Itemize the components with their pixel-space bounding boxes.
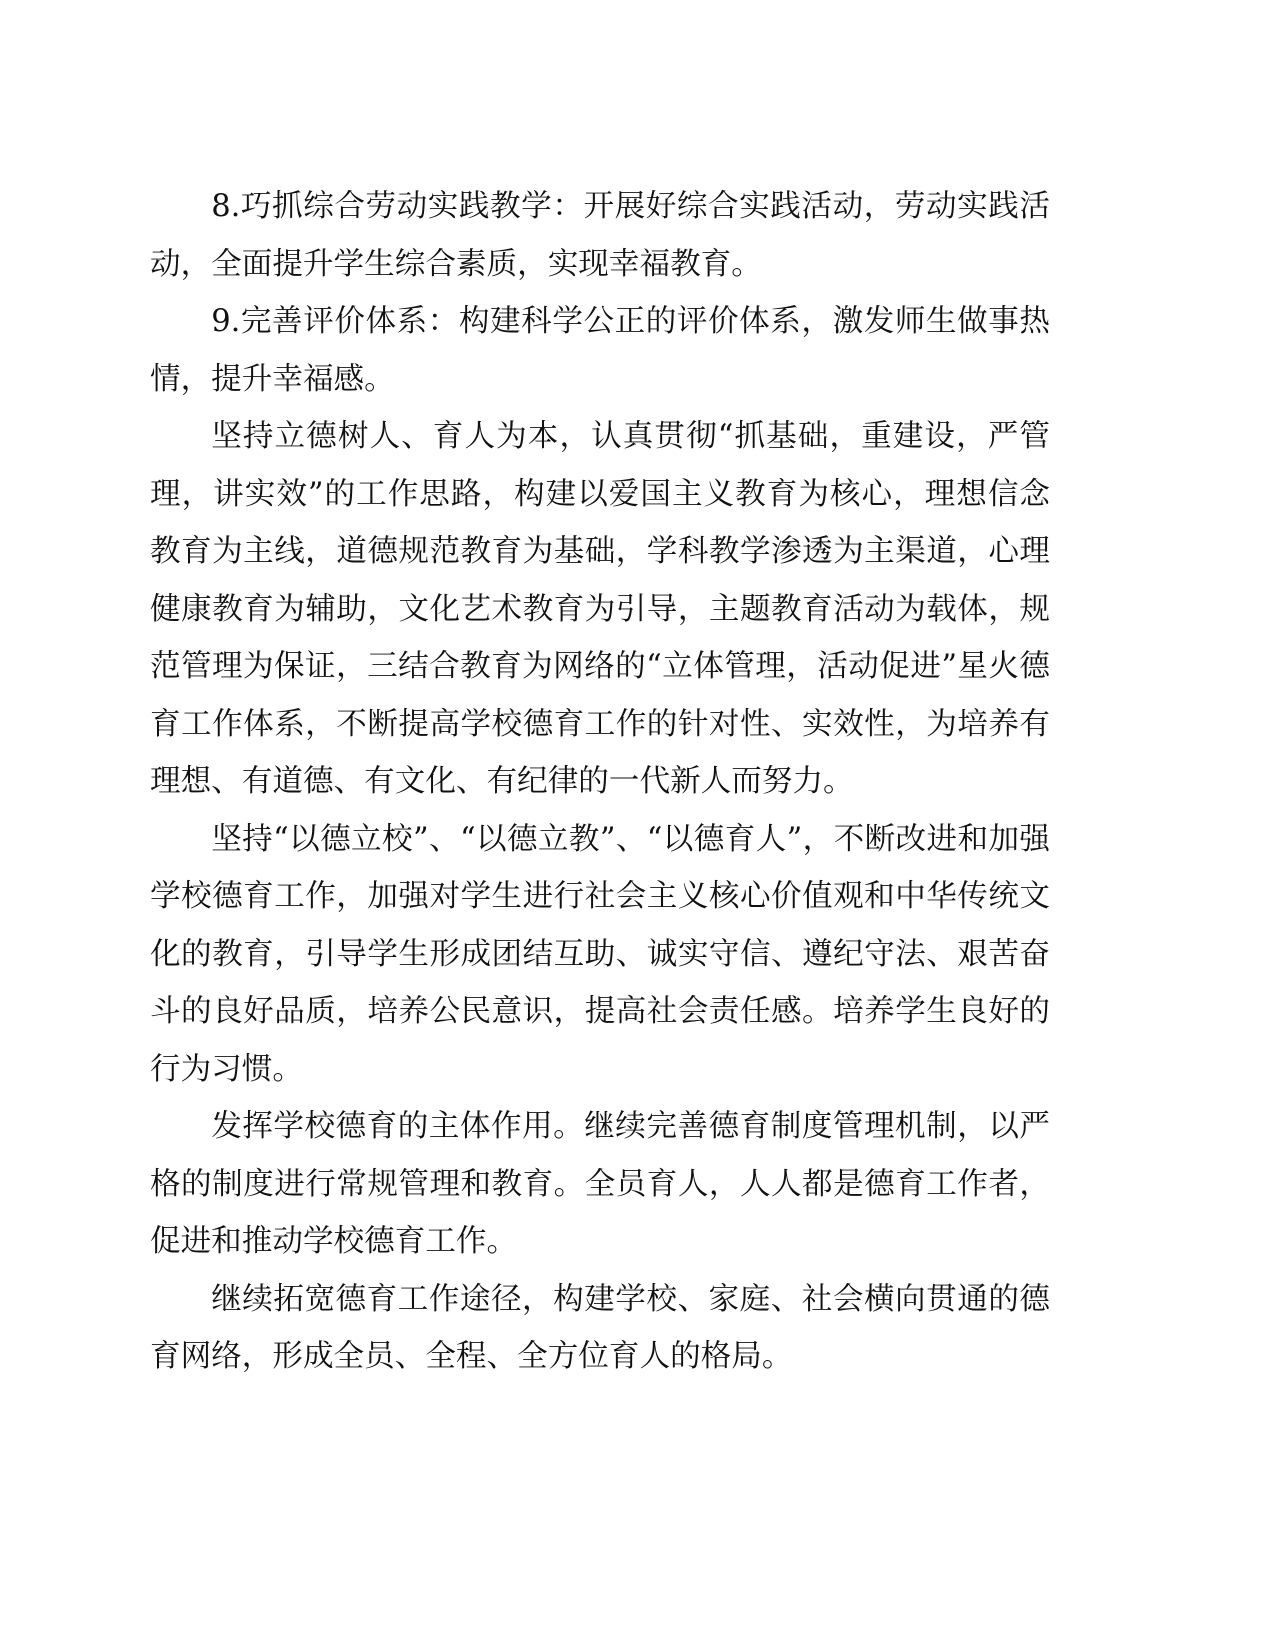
paragraph-school-role: 发挥学校德育的主体作用。继续完善德育制度管理机制，以严格的制度进行常规管理和教育。全员育人，人人都是德育工作者，促进和推动学校德育工作。 xyxy=(150,1109,1050,1259)
paragraph-moral-education-system: 坚持立德树人、育人为本，认真贯彻“抓基础，重建设，严管理，讲实效”的工作思路，构建以爱国主义教育为核心，理想信念教育为主线，道德规范教育为基础，学科教学渗透为主渠道，心理健康教育为辅助，文化艺术教育为引导，主题教育活动为载体，规范管理为保证，三结合教育为网络的“立体管理，活动促进”星火德育工作体系，不断提高学校德育工作的针对性、实效性，为培养有理想、有道德、有文化、有纪律的一代新人而努力。 xyxy=(150,419,1050,799)
document-body xyxy=(150,178,1050,1386)
paragraph-item-8: 8.巧抓综合劳动实践教学：开展好综合实践活动，劳动实践活动，全面提升学生综合素质，实现幸福教育。 xyxy=(150,189,1050,282)
paragraph-item-9: 9.完善评价体系：构建科学公正的评价体系，激发师生做事热情，提升幸福感。 xyxy=(150,304,1050,397)
paragraph-moral-foundation: 坚持“以德立校”、“以德立教”、“以德育人”，不断改进和加强学校德育工作，加强对学生进行社会主义核心价值观和中华传统文化的教育，引导学生形成团结互助、诚实守信、遵纪守法、艰苦奋斗的良好品质，培养公民意识，提高社会责任感。培养学生良好的行为习惯。 xyxy=(150,821,1050,1087)
paragraph-education-network: 继续拓宽德育工作途径，构建学校、家庭、社会横向贯通的德育网络，形成全员、全程、全方位育人的格局。 xyxy=(150,1281,1050,1374)
